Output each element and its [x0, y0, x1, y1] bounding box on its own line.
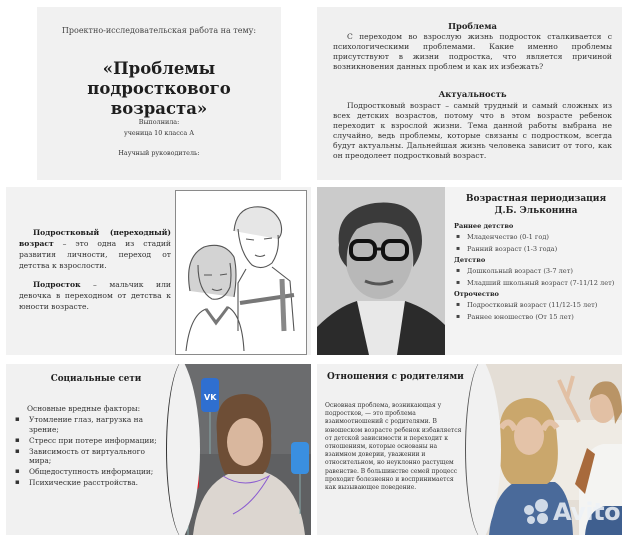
- parents-text: Основная проблема, возникающая у подростков, — это проблема взаимоотношений с родителями. В юношеском возрасте ребенок избавляется от детской зависимости и переходит к отношениям, которые основаны на взаимном доверии, уважении и относительном, но неуклонно растущем равенстве. В большинстве семей процесс проходит болезненно и воспринимается как вызывающее поведение.: [325, 402, 462, 492]
- slide-title[interactable]: [37, 7, 281, 180]
- group-early-childhood: Раннее детство: [454, 222, 514, 230]
- avito-brand-text: Avito: [553, 498, 621, 526]
- group-childhood: Детство: [454, 256, 486, 264]
- list-item: ▪ Дошкольный возраст (3-7 лет): [454, 267, 618, 276]
- problem-text: С переходом во взрослую жизнь подросток сталкивается с психологическими проблемами. Какие именно проблемы присутствуют в жизни подростка, что является причиной возникновения данных проблем и как их избежать?: [333, 32, 612, 71]
- definition-2: [19, 279, 171, 312]
- relevance-block: [333, 89, 612, 161]
- definition-desc-2: – мальчик или девочка в переходном от детства к юности возрасте.: [19, 280, 171, 311]
- teens-sketch-image: [175, 190, 307, 355]
- list-item: ▪ Подростковый возраст (11/12-15 лет): [454, 301, 618, 310]
- vk-icon: VK: [204, 393, 217, 402]
- slide-definitions[interactable]: [6, 187, 311, 355]
- childhood-list: [454, 267, 618, 287]
- definition-term-1: Подростковый (переходный) возраст: [19, 228, 171, 248]
- supervisor-label: Научный руководитель:: [118, 149, 200, 157]
- slide-main-title: [37, 59, 281, 119]
- definitions-text: [19, 227, 171, 320]
- performed-by-label: Выполнила:: [138, 118, 180, 126]
- group-adolescence: Отрочество: [454, 290, 499, 298]
- definition-term-2: Подросток: [33, 280, 81, 289]
- problem-block: [333, 21, 612, 72]
- list-item: ▪ Зависимость от виртуального мира;: [13, 447, 163, 466]
- periodization-heading: Возрастная периодизация Д.Б. Эльконина: [465, 194, 607, 216]
- relevance-heading: Актуальность: [438, 89, 507, 99]
- slide-topic-label: Проектно-исследовательская работа на тему:: [61, 26, 257, 35]
- definition-1: [19, 227, 171, 271]
- list-item: ▪ Раннее юношество (От 15 лет): [454, 313, 618, 322]
- list-item: ▪ Общедоступность информации;: [13, 467, 163, 477]
- list-item: ▪ Утомление глаз, нагрузка на зрение;: [13, 415, 163, 434]
- decorative-curve-line: [166, 364, 206, 535]
- avito-watermark: [524, 498, 620, 526]
- slide-periodization[interactable]: [317, 187, 622, 355]
- list-item: ▪ Младенчество (0-1 год): [454, 233, 618, 242]
- slide-social-networks[interactable]: [6, 364, 311, 535]
- list-item: ▪ Ранний возраст (1-3 года): [454, 245, 618, 254]
- list-item: ▪ Стресс при потере информации;: [13, 436, 163, 446]
- parents-heading: Отношения с родителями: [327, 372, 464, 382]
- author-block: [37, 117, 281, 139]
- social-intro: Основные вредные факторы:: [27, 404, 141, 413]
- definition-desc-1: – это одна из стадий развития личности, переход от детства к взрослости.: [19, 239, 171, 270]
- slide-problem[interactable]: [317, 7, 622, 180]
- portrait-icon: [317, 187, 445, 355]
- early-childhood-list: [454, 233, 618, 253]
- periodization-content: [454, 193, 618, 324]
- social-factors-list: [13, 415, 163, 489]
- title-line-2: подросткового возраста»: [87, 79, 231, 118]
- title-line-1: «Проблемы: [102, 59, 216, 78]
- avito-logo-icon: [524, 499, 550, 525]
- elkonin-portrait-image: [317, 187, 445, 355]
- decorative-curve-line: [465, 364, 505, 535]
- list-item: ▪ Младший школьный возраст (7-11/12 лет): [454, 279, 618, 288]
- problem-heading: Проблема: [448, 21, 497, 31]
- teens-sketch-icon: [176, 191, 306, 354]
- performed-by-value: ученица 10 класса А: [123, 129, 195, 137]
- adolescence-list: [454, 301, 618, 321]
- social-heading: Социальные сети: [50, 374, 142, 384]
- relevance-text: Подростковый возраст – самый трудный и самый сложных из всех детских возрастов, потому что в этом возрасте ребенок переходит к взрослой жизни. Тема данной работы выбрана не случайно, ведь проблемы, которые связаны с подростком, всегда будут актуальны. Дальнейшая жизнь человека зависит от того, как он преодолеет подростковый возраст.: [333, 101, 612, 160]
- list-item: ▪ Психические расстройства.: [13, 478, 163, 488]
